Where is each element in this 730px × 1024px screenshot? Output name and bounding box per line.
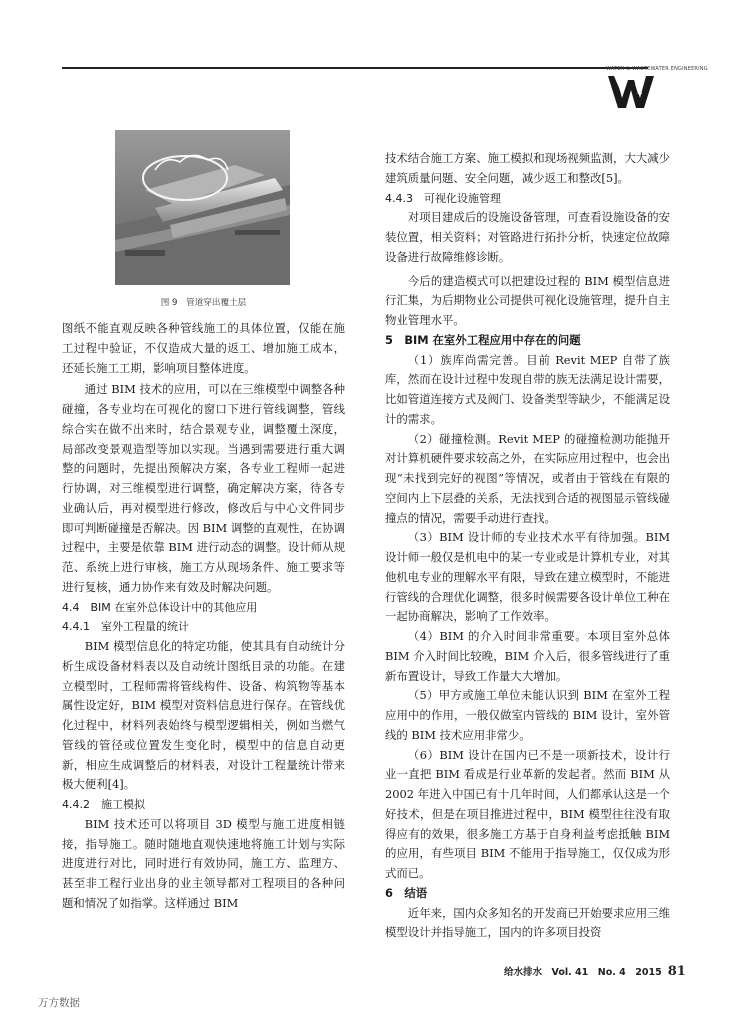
paragraph: （4）BIM 的介入时间非常重要。本项目室外总体 BIM 介入时间比较晚，BIM 介入后，很多管线进行了重新布置设计，导致工作量大大增加。	[385, 629, 670, 683]
paragraph: 技术结合施工方案、施工模拟和现场视频监测，大大减少建筑质量问题、安全问题，减少返工和整改[5]。	[385, 151, 670, 185]
paragraph: BIM 技术还可以将项目 3D 模型与施工进度相链接，指导施工。随时随地直观快速地将施工计划与实际进度进行对比，同时进行有效协同，施工方、监理方、甚至非工程行业出身的业主领导都对工程项目的各种问题和情况了如指掌。这样通过 BIM	[62, 816, 345, 910]
journal-logo-caption: WATER & WASTEWATER ENGINEERING	[606, 66, 708, 72]
paragraph: 通过 BIM 技术的应用，可以在三维模型中调整各种碰撞，各专业均在可视化的窗口下进行管线调整，管线综合实在做不出来时，结合景观专业，调整覆土深度，局部改变景观造型等加以实现。当遇到需要进行重大调整的问题时，先提出预解决方案，各专业工程师一起进行协调，对三维模型进行调整，确定解决方案，待各专业确认后，再对模型进行修改，修改后与中心文件同步即可判断碰撞是否解决。因 BIM 调整的直观性，在协调过程中，主要是依靠 BIM 进行动态的调整。设计师从规范、系统上进行审核，施工方从现场条件、施工要求等进行复核，通力协作来有效及时解决问题。	[62, 382, 345, 594]
figure-caption: 图 9 管道穿出覆土层	[160, 298, 247, 308]
journal-logo-icon	[608, 72, 656, 110]
paragraph: 对项目建成后的设施设备管理，可查看设施设备的安装位置，相关资料；对管路进行拓扑分析，快速定位故障设备进行故障维修诊断。	[385, 210, 670, 264]
paragraph: 今后的建造模式可以把建设过程的 BIM 模型信息进行汇集，为后期物业公司提供可视化设施管理，提升自主物业管理水平。	[385, 273, 670, 327]
paragraph: （2）碰撞检测。Revit MEP 的碰撞检测功能抛开对计算机硬件要求较高之外，在实际应用过程中，也会出现“未找到完好的视图”等情况，或者由于管线在有限的空间内上下层叠的关系，无法找到合适的视图显示管线碰撞点的情况，需要手动进行查找。	[385, 431, 670, 525]
watermark-text: 万方数据	[38, 997, 80, 1009]
section-heading-4-4-3: 4.4.3 可视化设施管理	[385, 191, 501, 205]
section-heading-5: 5 BIM 在室外工程应用中存在的问题	[385, 332, 581, 347]
section-heading-4-4-1: 4.4.1 室外工程量的统计	[62, 620, 189, 634]
right-column	[385, 149, 670, 943]
journal-info: 给水排水 Vol. 41 No. 4 2015	[504, 967, 662, 978]
section-heading-4-4-2: 4.4.2 施工模拟	[62, 798, 145, 811]
page-number: 81	[667, 964, 686, 979]
section-heading-4-4: 4.4 BIM 在室外总体设计中的其他应用	[62, 600, 258, 614]
header-rule	[62, 67, 648, 69]
paragraph: （1）族库尚需完善。目前 Revit MEP 自带了族库，然而在设计过程中发现自带的族无法满足设计需要，比如管道连接方式及阀门、设备类型等缺少，不能满足设计的需求。	[385, 352, 670, 426]
paragraph: （6）BIM 设计在国内已不是一项新技术，设计行业一直把 BIM 看成是行业革新的发起者。然而 BIM 从 2002 年进入中国已有十几年时间，人们都承认这是一个好技术，但是在项目推进过程中，BIM 模型往往没有取得应有的效果，很多施工方基于自身利益考虑抵触 BIM 的应用，有些项目 BIM 不能用于指导施工，仅仅成为形式而已。	[385, 747, 670, 880]
page-footer	[504, 964, 686, 979]
section-heading-6: 6 结语	[385, 885, 428, 900]
paragraph: 图纸不能直观反映各种管线施工的具体位置，仅能在施工过程中验证，不仅造成大量的返工、增加施工成本，还延长施工工期，影响项目整体进度。	[62, 321, 345, 375]
left-column	[62, 319, 345, 914]
paragraph: （3）BIM 设计师的专业技术水平有待加强。BIM 设计师一般仅是机电中的某一专业或是计算机专业，对其他机电专业的理解水平有限，导致在建立模型时，不能进行管线的合理优化调整，很多时候需要各设计单位工种在一起协商解决，影响了工作效率。	[385, 530, 670, 624]
paragraph: 近年来，国内众多知名的开发商已开始要求应用三维模型设计并指导施工，国内的许多项目投资	[385, 905, 670, 940]
paragraph: BIM 模型信息化的特定功能，使其具有自动统计分析生成设备材料表以及自动统计图纸目录的功能。在建立模型时，工程师需将管线构件、设备、构筑物等基本属性设定好，BIM 模型对资料信息进行保存。在管线优化过程中，材料列表始终与模型逻辑相关，例如当燃气管线的管径或位置发生变化时，模型中的信息自动更新，相应生成调整后的材料表，对设计工程量统计带来极大便利[4]。	[62, 639, 345, 792]
figure-3d-pipe-render	[115, 130, 290, 285]
paragraph: （5）甲方或施工单位未能认识到 BIM 在室外工程应用中的作用，一般仅做室内管线的 BIM 设计，室外管线的 BIM 技术应用非常少。	[385, 688, 670, 742]
